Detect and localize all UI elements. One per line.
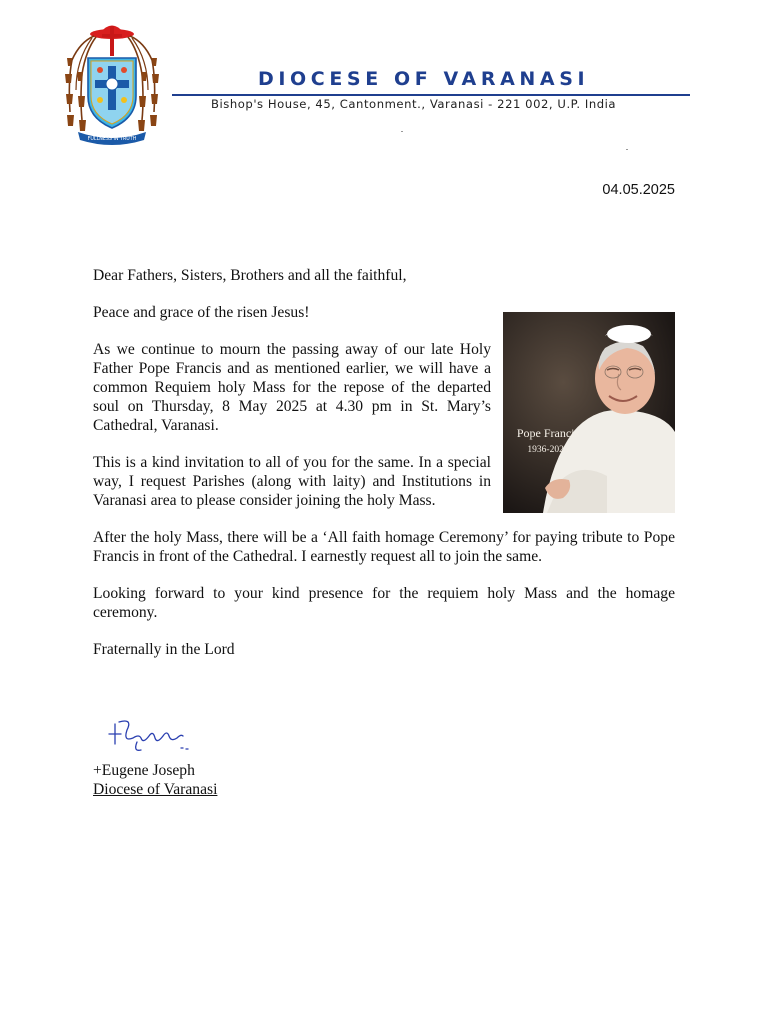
letter-date: 04.05.2025 <box>602 182 675 198</box>
crest-motto: FULLNESS IN TRUTH <box>87 137 137 142</box>
photo-caption-name: Pope Francis <box>516 426 580 440</box>
letter-body <box>93 266 675 677</box>
photo-caption-years: 1936-2025 <box>527 445 569 455</box>
scan-speck <box>626 149 628 150</box>
salutation: Dear Fathers, Sisters, Brothers and all the faithful, <box>93 267 407 284</box>
pope-francis-photo-card <box>503 312 675 513</box>
coat-of-arms-icon <box>62 20 162 148</box>
scan-speck <box>401 131 403 132</box>
body-paragraph: After the holy Mass, there will be a ‘All faith homage Ceremony’ for paying tribute to Pope Francis in front of the Cathedral. I earnestly request all to join the same. <box>93 529 675 565</box>
pope-portrait-image <box>503 312 675 513</box>
diocese-name: DIOCESE OF VARANASI <box>258 68 590 90</box>
signatory-name: +Eugene Joseph <box>93 762 195 779</box>
handwritten-signature-image <box>93 708 205 756</box>
body-paragraph: This is a kind invitation to all of you for the same. In a special way, I request Parishes (along with laity) and Institutions in Varanasi area to please consider joining the holy Mass. <box>93 454 491 509</box>
body-paragraph: As we continue to mourn the passing away of our late Holy Father Pope Francis and as mentioned earlier, we will have a common Requiem holy Mass for the repose of the departed soul on Thursday, 8 May 2025 at 4.30 pm in St. Mary’s Cathedral, Varanasi. <box>93 341 491 434</box>
diocese-address: Bishop's House, 45, Cantonment., Varanasi - 221 002, U.P. India <box>211 97 617 111</box>
closing-line: Fraternally in the Lord <box>93 641 235 658</box>
body-paragraph: Looking forward to your kind presence for the requiem holy Mass and the homage ceremony. <box>93 585 675 621</box>
greeting: Peace and grace of the risen Jesus! <box>93 304 310 321</box>
letterhead-rule <box>172 94 690 96</box>
signatory-organization: Diocese of Varanasi <box>93 781 218 798</box>
letterhead <box>0 0 768 160</box>
